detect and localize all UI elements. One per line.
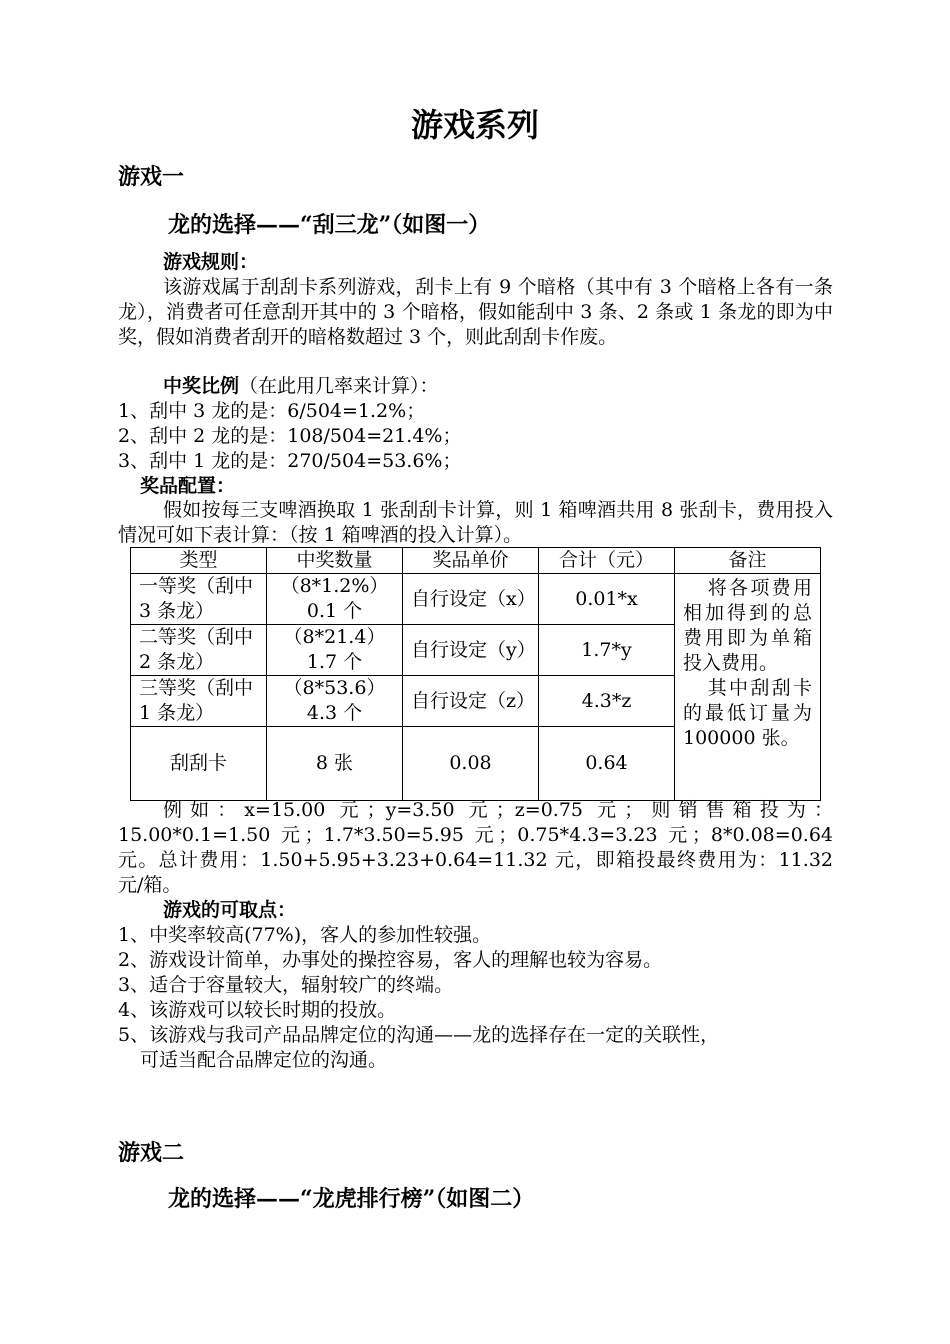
table-cell: 0.01*x <box>539 574 675 625</box>
prize-label: 奖品配置： <box>140 475 236 497</box>
game1-heading: 游戏一 <box>118 164 185 190</box>
table-cell: 1.7*y <box>539 625 675 676</box>
table-note-cell <box>675 574 821 801</box>
table-cell: 自行设定（y） <box>403 625 539 676</box>
merit-item: 5、该游戏与我司产品品牌定位的沟通——龙的选择存在一定的关联性， <box>118 1024 720 1046</box>
table-cell: （8*53.6）4.3 个 <box>267 676 403 727</box>
ratio-item: 1、刮中 3 龙的是：6/504=1.2%； <box>118 400 426 422</box>
table-header-cell: 中奖数量 <box>267 548 403 574</box>
table-cell: 4.3*z <box>539 676 675 727</box>
table-cell: （8*1.2%）0.1 个 <box>267 574 403 625</box>
example-paragraph: 例如：x=15.00 元；y=3.50 元；z=0.75 元；则销售箱投为：15.00*0.1=1.50 元；1.7*3.50=5.95 元；0.75*4.3=3.23 元；8*0.08=0.64 元。总计费用：1.50+5.95+3.23+0.64=11.32 元，即箱投最终费用为：11.32 元/箱。 <box>118 799 833 896</box>
merit-item: 1、中奖率较高(77%)，客人的参加性较强。 <box>118 924 492 946</box>
table-cell: 自行设定（z） <box>403 676 539 727</box>
prize-table <box>130 547 821 801</box>
merit-item: 2、游戏设计简单，办事处的操控容易，客人的理解也较为容易。 <box>118 949 663 971</box>
ratio-note: （在此用几率来计算）： <box>239 375 439 397</box>
document-title: 游戏系列 <box>410 106 539 144</box>
table-header-cell: 类型 <box>131 548 267 574</box>
game2-subheading: 龙的选择——“龙虎排行榜”（如图二） <box>168 1186 535 1212</box>
merit-item-continuation: 可适当配合品牌定位的沟通。 <box>140 1049 388 1071</box>
merit-item: 4、该游戏可以较长时期的投放。 <box>118 999 397 1021</box>
table-cell: 0.64 <box>539 727 675 801</box>
merits-label: 游戏的可取点： <box>163 899 297 921</box>
table-cell: 刮刮卡 <box>131 727 267 801</box>
game2-heading: 游戏二 <box>118 1140 185 1166</box>
rules-paragraph: 该游戏属于刮刮卡系列游戏，刮卡上有 9 个暗格（其中有 3 个暗格上各有一条龙），消费者可任意刮开其中的 3 个暗格，假如能刮中 3 条、2 条或 1 条龙的即为中奖，假如消费者刮开的暗格数超过 3 个，则此刮刮卡作废。 <box>118 276 833 348</box>
game1-subheading: 龙的选择——“刮三龙”（如图一） <box>168 212 491 238</box>
table-cell: 0.08 <box>403 727 539 801</box>
table-cell: 二等奖（刮中 2 条龙） <box>131 625 267 676</box>
table-cell: 一等奖（刮中 3 条龙） <box>131 574 267 625</box>
ratio-label: 中奖比例 <box>163 375 240 397</box>
table-note-2: 其中刮刮卡的最低订量为 100000 张。 <box>683 677 812 749</box>
table-header-cell: 合计（元） <box>539 548 675 574</box>
table-cell: 自行设定（x） <box>403 574 539 625</box>
table-cell: （8*21.4）1.7 个 <box>267 625 403 676</box>
table-header-cell: 备注 <box>675 548 821 574</box>
prize-paragraph: 假如按每三支啤酒换取 1 张刮刮卡计算，则 1 箱啤酒共用 8 张刮卡，费用投入情况可如下表计算：（按 1 箱啤酒的投入计算）。 <box>118 499 833 546</box>
table-note-1: 将各项费用相加得到的总费用即为单箱投入费用。 <box>683 577 812 674</box>
ratio-item: 3、刮中 1 龙的是：270/504=53.6%； <box>118 450 462 472</box>
rules-label: 游戏规则： <box>163 251 259 273</box>
merit-item: 3、适合于容量较大，辐射较广的终端。 <box>118 974 454 996</box>
table-cell: 8 张 <box>267 727 403 801</box>
table-cell: 三等奖（刮中 1 条龙） <box>131 676 267 727</box>
table-header-cell: 奖品单价 <box>403 548 539 574</box>
table-row <box>131 574 821 625</box>
ratio-item: 2、刮中 2 龙的是：108/504=21.4%； <box>118 425 462 447</box>
table-header-row <box>131 548 821 574</box>
ratio-line <box>163 374 439 399</box>
